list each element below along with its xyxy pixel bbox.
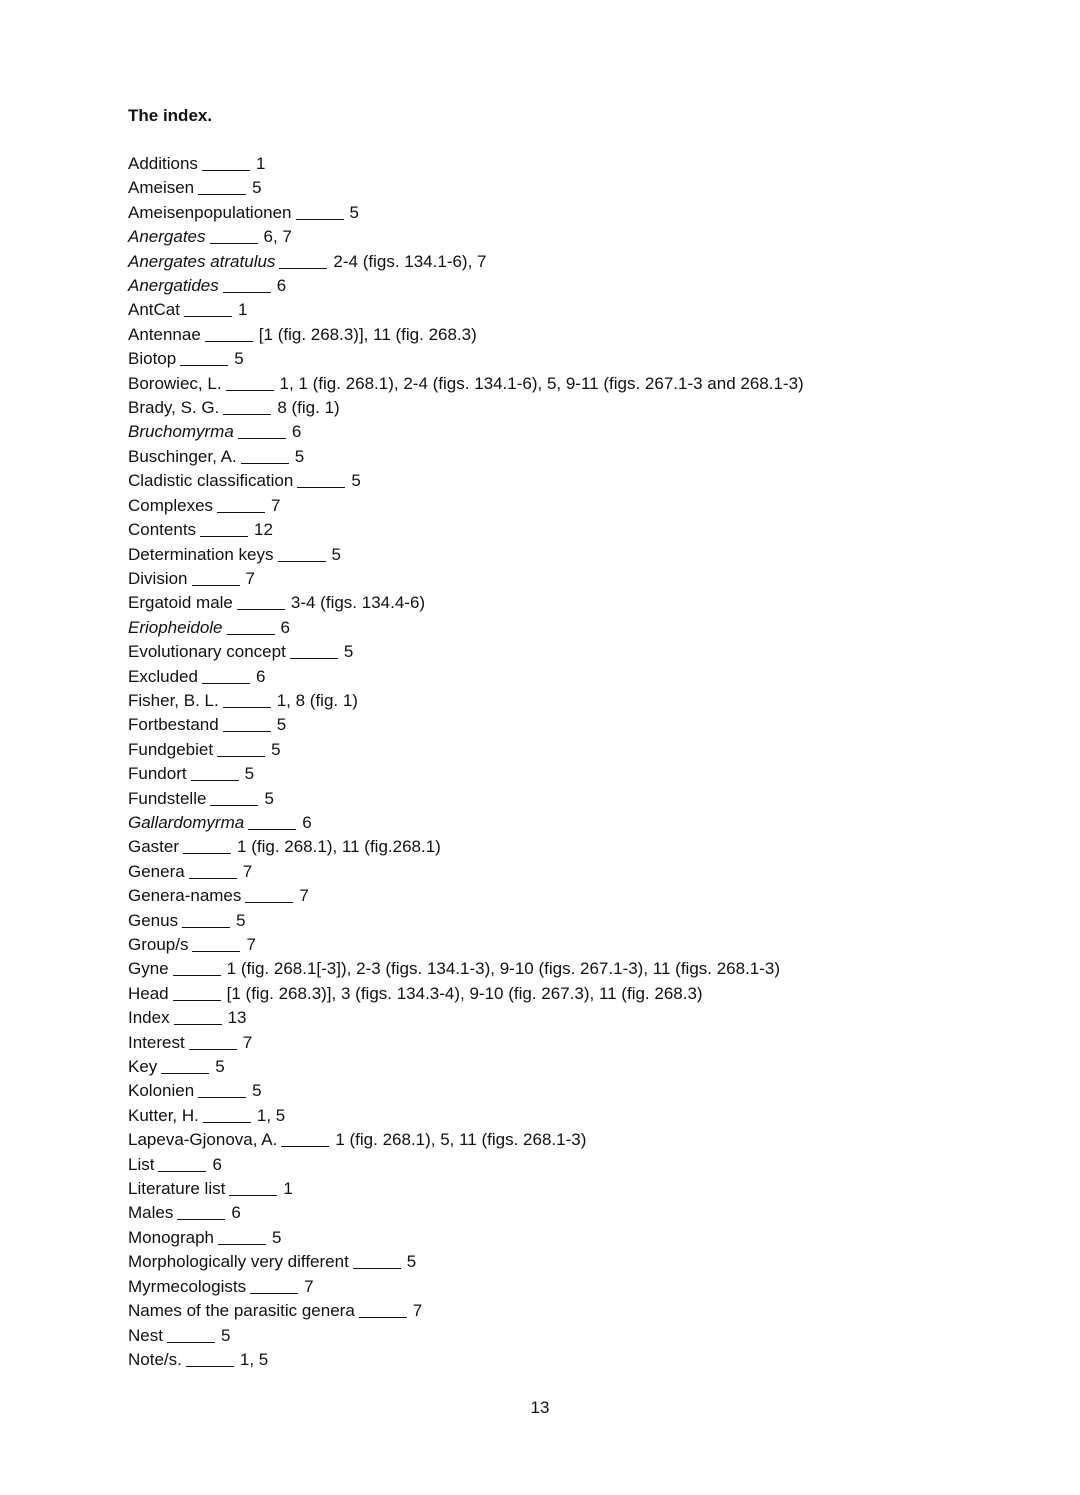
index-entry [128, 1153, 804, 1177]
index-term: Complexes [128, 495, 214, 515]
index-page-refs: 12 [254, 520, 273, 540]
leader-line [241, 462, 289, 464]
index-entry [128, 543, 804, 567]
index-term: Buschinger, A. [128, 446, 237, 466]
index-term: Fundort [128, 764, 187, 784]
leader-line [218, 1243, 266, 1245]
index-term: Excluded [128, 666, 198, 686]
leader-line [223, 730, 271, 732]
index-entry [128, 689, 804, 713]
index-entry [128, 323, 804, 347]
index-term: Myrmecologists [128, 1276, 247, 1296]
leader-line [158, 1170, 206, 1172]
index-term: Group/s [128, 935, 189, 954]
index-page-refs: [1 (fig. 268.3)], 11 (fig. 268.3) [258, 324, 477, 344]
index-page-refs: 5 [294, 446, 305, 466]
index-entry [128, 738, 804, 762]
index-term: Anergates [128, 227, 206, 247]
index-page-refs: 5 [276, 715, 287, 735]
index-entry [128, 1275, 804, 1299]
index-page-refs: 5 [343, 642, 354, 662]
index-entry [128, 201, 804, 225]
index-page-refs: 1, 8 (fig. 1) [276, 690, 358, 710]
index-page-refs: 5 [331, 544, 341, 564]
index-term: Genera [128, 861, 185, 881]
leader-line [186, 1365, 234, 1367]
index-entry [128, 152, 804, 176]
leader-line [238, 437, 286, 439]
index-entry [128, 1299, 804, 1323]
index-term: Eriopheidole [128, 617, 223, 637]
index-page-refs: 5 [271, 739, 281, 759]
index-term: Gyne [128, 959, 169, 979]
leader-line [237, 608, 285, 610]
leader-line [229, 1194, 277, 1196]
leader-line [296, 218, 344, 220]
index-term: Borowiec, L. [128, 373, 222, 393]
leader-line [184, 315, 232, 317]
leader-line [279, 267, 327, 269]
leader-line [189, 877, 237, 879]
index-entry [128, 1250, 804, 1274]
leader-line [192, 950, 240, 952]
index-entry [128, 640, 804, 664]
leader-line [248, 828, 296, 830]
index-entry [128, 884, 804, 908]
index-page-refs: 1, 5 [256, 1105, 286, 1125]
index-page-refs: 6 [255, 666, 266, 686]
index-entry [128, 909, 804, 933]
index-term: AntCat [128, 300, 180, 320]
index-term: Bruchomyrma [128, 422, 234, 442]
index-page-refs: 5 [272, 1227, 282, 1247]
index-entry [128, 1201, 804, 1225]
leader-line [359, 1316, 407, 1318]
index-page-refs: 7 [412, 1301, 423, 1321]
index-page-refs: 7 [299, 886, 309, 906]
leader-line [198, 1096, 246, 1098]
index-page-refs: 5 [220, 1325, 231, 1345]
index-page-refs: 7 [242, 1032, 253, 1052]
leader-line [223, 291, 271, 293]
index-entry [128, 616, 804, 640]
leader-line [167, 1341, 215, 1343]
index-page-refs: 5 [264, 788, 274, 808]
leader-line [217, 511, 265, 513]
index-term: Kutter, H. [128, 1105, 199, 1125]
index-entry [128, 274, 804, 298]
index-page-refs: 6 [276, 276, 287, 296]
index-entry [128, 396, 804, 420]
leader-line [182, 926, 230, 928]
index-page-refs: 1 (fig. 268.1), 11 (fig.268.1) [237, 837, 441, 857]
index-term: Determination keys [128, 544, 274, 564]
index-term: Anergatides [128, 276, 219, 296]
index-page-refs: 6 [280, 617, 290, 637]
index-term: Names of the parasitic genera [128, 1301, 355, 1321]
index-entry [128, 787, 804, 811]
leader-line [297, 486, 345, 488]
leader-line [203, 1121, 251, 1123]
index-entry [128, 933, 804, 957]
index-entry [128, 469, 804, 493]
leader-line [192, 584, 240, 586]
leader-line [183, 852, 231, 854]
page-title: The index. [128, 106, 213, 125]
index-term: Ameisen [128, 178, 195, 198]
index-entry [128, 1324, 804, 1348]
index-page-refs: 6 [212, 1154, 222, 1174]
index-entry [128, 1177, 804, 1201]
index-term: Interest [128, 1032, 185, 1052]
index-entry [128, 298, 804, 322]
index-page-refs: 2-4 (figs. 134.1-6), 7 [333, 251, 487, 271]
index-page-refs: 7 [245, 568, 255, 588]
index-entry [128, 567, 804, 591]
leader-line [161, 1072, 209, 1074]
index-term: List [128, 1154, 155, 1174]
index-term: Index [128, 1008, 170, 1028]
leader-line [227, 633, 275, 635]
index-term: Head [128, 983, 169, 1003]
index-list [128, 152, 804, 1372]
index-term: Division [128, 568, 188, 588]
leader-line [200, 535, 248, 537]
leader-line [353, 1267, 401, 1269]
index-entry [128, 982, 804, 1006]
index-page-refs: 7 [246, 935, 256, 954]
index-term: Brady, S. G. [128, 398, 220, 418]
index-page-refs: 3-4 (figs. 134.4-6) [290, 593, 426, 613]
leader-line [177, 1218, 225, 1220]
index-entry [128, 860, 804, 884]
index-term: Fisher, B. L. [128, 690, 219, 710]
index-term: Kolonien [128, 1081, 195, 1101]
index-page-refs: [1 (fig. 268.3)], 3 (figs. 134.3-4), 9-10 (fig. 267.3), 11 (fig. 268.3) [226, 983, 703, 1003]
leader-line [180, 364, 228, 366]
leader-line [223, 413, 271, 415]
index-page-refs: 5 [252, 178, 262, 198]
index-term: Fundstelle [128, 788, 207, 808]
leader-line [205, 340, 253, 342]
index-entry [128, 1055, 804, 1079]
index-page-refs: 1 (fig. 268.1[-3]), 2-3 (figs. 134.1-3), 9-10 (figs. 267.1-3), 11 (figs. 268.1-3) [226, 959, 781, 979]
index-page-refs: 5 [351, 471, 361, 491]
index-page-refs: 6 [231, 1203, 241, 1223]
index-entry [128, 1348, 804, 1372]
index-page-refs: 6 [302, 812, 312, 832]
index-entry [128, 176, 804, 200]
index-entry [128, 1104, 804, 1128]
leader-line [191, 779, 239, 781]
index-term: Genus [128, 910, 179, 930]
leader-line [278, 560, 326, 562]
index-page-refs: 6 [291, 422, 302, 442]
leader-line [290, 657, 338, 659]
index-entry [128, 445, 804, 469]
index-page-refs: 7 [304, 1276, 314, 1296]
index-entry [128, 762, 804, 786]
index-entry [128, 372, 804, 396]
index-term: Note/s. [128, 1349, 182, 1369]
index-page-refs: 1 (fig. 268.1), 5, 11 (figs. 268.1-3) [335, 1130, 587, 1150]
index-entry [128, 347, 804, 371]
index-entry [128, 250, 804, 274]
index-page-refs: 1 [255, 154, 266, 173]
leader-line [210, 804, 258, 806]
index-term: Gaster [128, 837, 180, 857]
index-entry [128, 518, 804, 542]
index-page-refs: 8 (fig. 1) [277, 398, 340, 418]
index-term: Fundgebiet [128, 739, 214, 759]
leader-line [226, 389, 274, 391]
index-page-refs: 1 [283, 1179, 293, 1199]
index-page-refs: 1 [237, 300, 248, 320]
leader-line [202, 169, 250, 171]
index-term: Additions [128, 154, 198, 173]
index-page-refs: 5 [215, 1057, 225, 1077]
index-entry [128, 1031, 804, 1055]
index-term: Morphologically very different [128, 1252, 349, 1272]
page-number: 13 [530, 1398, 550, 1417]
leader-line [198, 193, 246, 195]
index-entry [128, 713, 804, 737]
index-entry [128, 1079, 804, 1103]
index-entry [128, 494, 804, 518]
index-term: Literature list [128, 1179, 226, 1199]
leader-line [281, 1145, 329, 1147]
index-entry [128, 420, 804, 444]
index-page-refs: 5 [349, 202, 359, 222]
leader-line [174, 1023, 222, 1025]
index-term: Key [128, 1057, 158, 1077]
index-page-refs: 5 [406, 1252, 417, 1272]
index-page-refs: 5 [234, 349, 244, 369]
leader-line [202, 682, 250, 684]
index-term: Cladistic classification [128, 471, 294, 491]
leader-line [173, 974, 221, 976]
index-term: Gallardomyrma [128, 812, 245, 832]
leader-line [250, 1292, 298, 1294]
index-page-refs: 1, 1 (fig. 268.1), 2-4 (figs. 134.1-6), 5, 9-11 (figs. 267.1-3 and 268.1-3) [279, 373, 804, 393]
index-entry [128, 811, 804, 835]
index-term: Genera-names [128, 886, 242, 906]
index-term: Ergatoid male [128, 593, 233, 613]
index-entry [128, 957, 804, 981]
index-term: Evolutionary concept [128, 642, 286, 662]
index-entry [128, 225, 804, 249]
index-term: Anergates atratulus [128, 251, 276, 271]
leader-line [189, 1048, 237, 1050]
index-page-refs: 13 [227, 1008, 247, 1028]
index-term: Monograph [128, 1227, 215, 1247]
index-term: Nest [128, 1325, 163, 1345]
index-entry [128, 1128, 804, 1152]
leader-line [245, 901, 293, 903]
index-page-refs: 6, 7 [263, 227, 292, 247]
index-entry [128, 591, 804, 615]
leader-line [217, 755, 265, 757]
index-term: Fortbestand [128, 715, 219, 735]
index-entry [128, 835, 804, 859]
leader-line [173, 999, 221, 1001]
index-term: Biotop [128, 349, 177, 369]
index-term: Lapeva-Gjonova, A. [128, 1130, 278, 1150]
index-page-refs: 5 [252, 1081, 262, 1101]
index-entry [128, 1006, 804, 1030]
leader-line [210, 242, 258, 244]
index-term: Contents [128, 520, 197, 540]
index-term: Males [128, 1203, 174, 1223]
index-page-refs: 1, 5 [239, 1349, 269, 1369]
index-page-refs: 5 [236, 910, 246, 930]
leader-line [223, 706, 271, 708]
index-page-refs: 7 [242, 861, 253, 881]
index-page-refs: 5 [244, 764, 255, 784]
index-term: Ameisenpopulationen [128, 202, 292, 222]
index-entry [128, 1226, 804, 1250]
index-entry [128, 665, 804, 689]
index-page-refs: 7 [271, 495, 281, 515]
index-term: Antennae [128, 324, 201, 344]
